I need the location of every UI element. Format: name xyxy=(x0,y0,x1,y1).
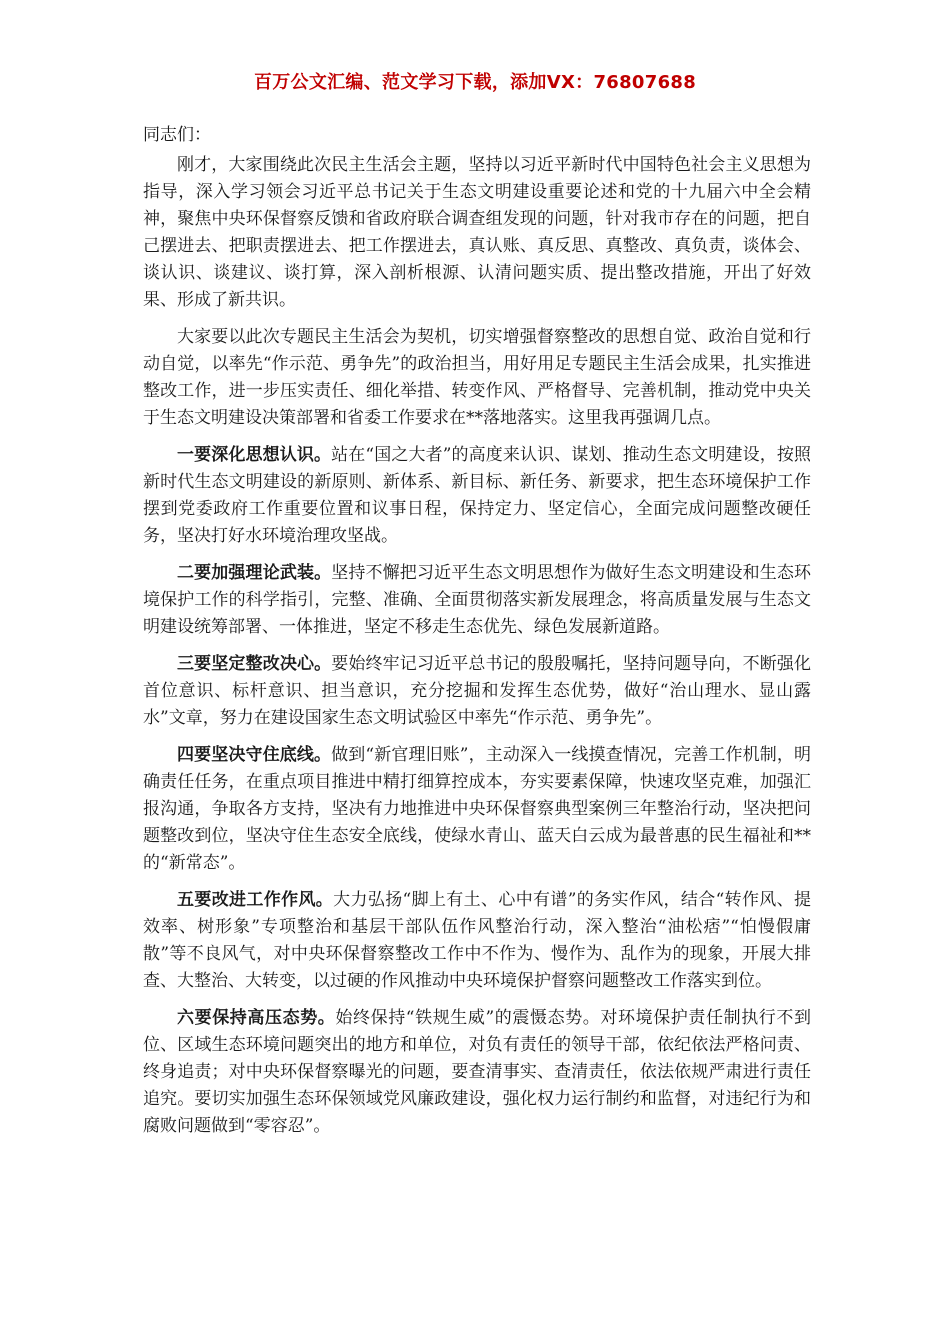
point-text: 始终保持“铁规生威”的震慑态势。对环境保护责任制执行不到位、区域生态环境问题突出的地方和单位，对负有责任的领导干部，依纪依法严格问责、终身追责；对中央环保督察曝光的问题，要查清事实、查清责任，依法依规严肃进行责任追究。要切实加强生态环保领域党风廉政建设，强化权力运行制约和监督，对违纪行为和腐败问题做到“零容忍”。 xyxy=(143,1008,811,1136)
point-lead: 一要深化思想认识。 xyxy=(177,445,332,465)
point-paragraph-5 xyxy=(143,887,811,995)
document-body xyxy=(143,122,811,1150)
point-paragraph-4 xyxy=(143,742,811,877)
point-paragraph-3 xyxy=(143,651,811,732)
intro-paragraph-1: 刚才，大家围绕此次民主生活会主题，坚持以习近平新时代中国特色社会主义思想为指导，深入学习领会习近平总书记关于生态文明建设重要论述和党的十九届六中全会精神，聚焦中央环保督察反馈和省政府联合调查组发现的问题，针对我市存在的问题，把自己摆进去、把职责摆进去、把工作摆进去，真认账、真反思、真整改、真负责，谈体会、谈认识、谈建议、谈打算，深入剖析根源、认清问题实质、提出整改措施，开出了好效果、形成了新共识。 xyxy=(143,155,811,310)
point-text: 坚持不懈把习近平生态文明思想作为做好生态文明建设和生态环境保护工作的科学指引，完整、准确、全面贯彻落实新发展理念，将高质量发展与生态文明建设统筹部署、一体推进，坚定不移走生态优先、绿色发展新道路。 xyxy=(143,563,811,637)
point-text: 站在“国之大者”的高度来认识、谋划、推动生态文明建设，按照新时代生态文明建设的新原则、新体系、新目标、新任务、新要求，把生态环境保护工作摆到党委政府工作重要位置和议事日程，保持定力、坚定信心，全面完成问题整改硬任务，坚决打好水环境治理攻坚战。 xyxy=(143,445,811,546)
intro-paragraph-2: 大家要以此次专题民主生活会为契机，切实增强督察整改的思想自觉、政治自觉和行动自觉，以率先“作示范、勇争先”的政治担当，用好用足专题民主生活会成果，扎实推进整改工作，进一步压实责任、细化举措、转变作风、严格督导、完善机制，推动党中央关于生态文明建设决策部署和省委工作要求在**落地落实。这里我再强调几点。 xyxy=(143,327,811,428)
point-paragraph-1 xyxy=(143,442,811,550)
point-text: 要始终牢记习近平总书记的殷殷嘱托，坚持问题导向，不断强化首位意识、标杆意识、担当意识，充分挖掘和发挥生态优势，做好“治山理水、显山露水”文章，努力在建设国家生态文明试验区中率先“作示范、勇争先”。 xyxy=(143,654,811,728)
point-text: 做到“新官理旧账”，主动深入一线摸查情况，完善工作机制，明确责任任务，在重点项目推进中精打细算控成本，夯实要素保障，快速攻坚克难，加强汇报沟通，争取各方支持，坚决有力地推进中央环保督察典型案例三年整治行动，坚决把问题整改到位，坚决守住生态安全底线，使绿水青山、蓝天白云成为最普惠的民生福祉和**的“新常态”。 xyxy=(143,745,811,873)
point-paragraph-6 xyxy=(143,1005,811,1140)
point-text: 大力弘扬“脚上有土、心中有谱”的务实作风，结合“转作风、提效率、树形象”专项整治和基层干部队伍作风整治行动，深入整治“油松痞”“怕慢假庸散”等不良风气，对中央环保督察整改工作中不作为、慢作为、乱作为的现象，开展大排查、大整治、大转变，以过硬的作风推动中央环境保护督察问题整改工作落实到位。 xyxy=(143,890,812,991)
point-paragraph-2 xyxy=(143,560,811,641)
greeting: 同志们： xyxy=(143,125,211,145)
point-lead: 二要加强理论武装。 xyxy=(177,563,332,583)
point-lead: 六要保持高压态势。 xyxy=(177,1008,336,1028)
point-lead: 三要坚定整改决心。 xyxy=(177,654,332,674)
point-lead: 五要改进工作作风。 xyxy=(177,890,334,910)
point-lead: 四要坚决守住底线。 xyxy=(177,745,332,765)
header-banner: 百万公文汇编、范文学习下载，添加VX：76807688 xyxy=(253,72,697,93)
